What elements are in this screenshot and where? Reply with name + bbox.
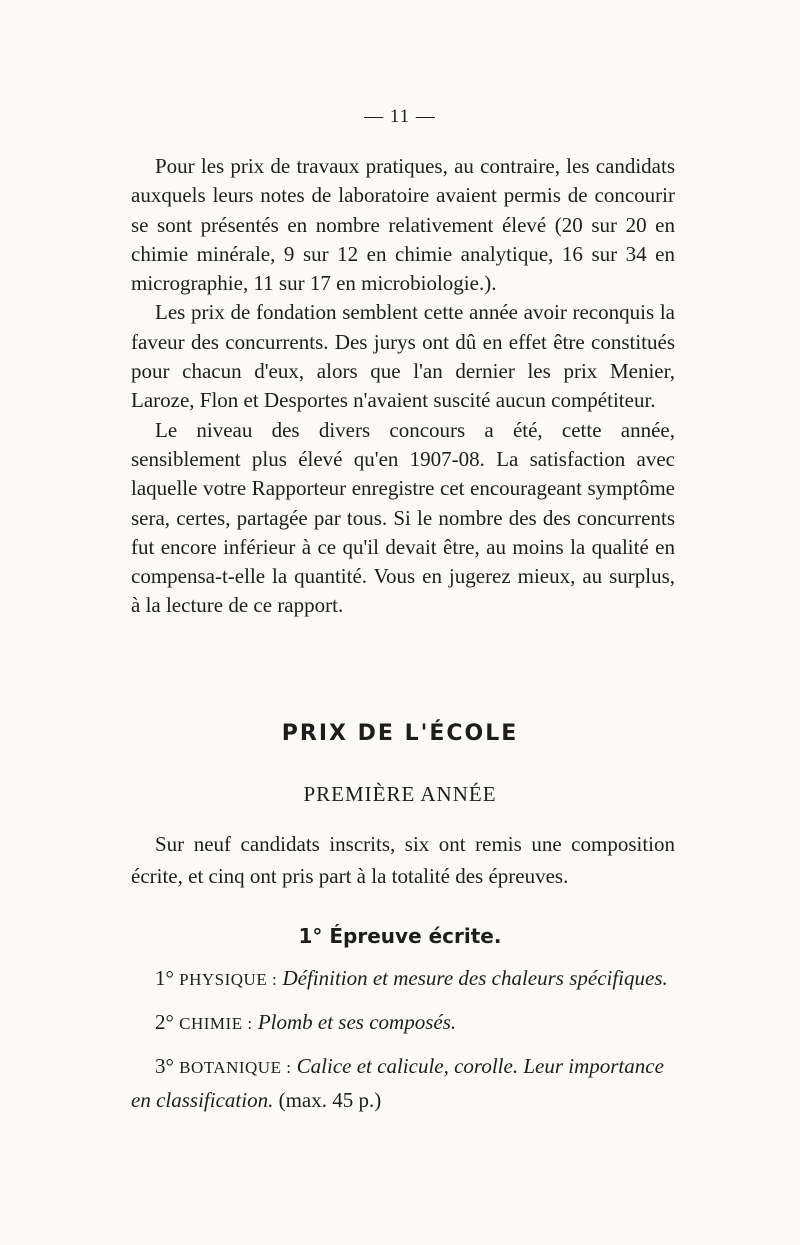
exam-item-extra: (max. 45 p.) [278,1088,382,1112]
paragraph-1: Pour les prix de travaux pratiques, au contraire, les candidats auxquels leurs notes de laboratoire avaient permis de concourir se sont présentés en nombre relativement élevé (20 sur 20 en chimie minérale, 9 sur 12 en chimie analytique, 16 sur 34 en micrographie, 11 sur 17 en microbiologie.). [131,154,675,296]
section-title: PRIX DE L'ÉCOLE [281,721,519,746]
exam-item-number: 2° [155,1010,174,1034]
exam-item-number: 1° [155,966,174,990]
intro-text: Sur neuf candidats inscrits, six ont remis une composition écrite, et cinq ont pris part à la totalité des épreuves. [131,832,675,888]
subsection-title: PREMIÈRE ANNÉE [303,782,497,806]
exam-title: 1° Épreuve écrite. [298,924,502,948]
exam-item [131,1050,675,1117]
paragraph-3: Le niveau des divers concours a été, cette année, sensiblement plus élevé qu'en 1907-08. La satisfaction avec laquelle votre Rapporteur enregistre cet encourageant symptôme sera, certes, partagée par tous. Si le nombre des des concurrents fut encore inférieur à ce qu'il devait être, au moins la qualité en compensa-t-elle la quantité. Vous en jugerez mieux, au surplus, à la lecture de ce rapport. [131,417,675,618]
exam-item [131,1006,675,1040]
paragraph-2: Les prix de fondation semblent cette année avoir reconquis la faveur des concurrents. Des jurys ont dû en effet être constitués pour chacun d'eux, alors que l'an dernier les prix Menier, Laroze, Flon et Desportes n'avaient suscité aucun compétiteur. [131,300,675,413]
exam-item-subject: CHIMIE : [179,1014,253,1033]
intro-paragraph [131,828,675,892]
body-text [131,152,675,621]
page-number: — 11 — [364,106,436,127]
exam-item-topic: Définition et mesure des chaleurs spécifiques. [282,966,668,990]
exam-item-topic: Calice et calicule, corolle. Leur importance en classification. [131,1054,664,1112]
exam-item-number: 3° [155,1054,174,1078]
exam-item-topic: Plomb et ses composés. [257,1010,457,1034]
exam-item-subject: BOTANIQUE : [179,1058,292,1077]
exam-list [131,962,675,1127]
exam-item-subject: PHYSIQUE : [179,970,278,989]
exam-item [131,962,675,996]
